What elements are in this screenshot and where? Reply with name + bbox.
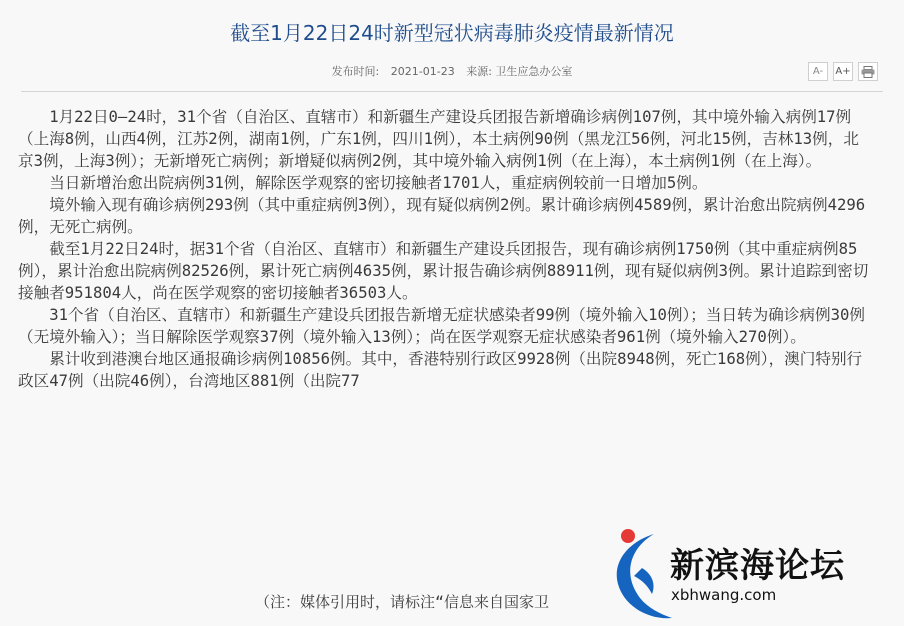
reading-toolbar <box>808 62 878 81</box>
forum-logo-icon <box>612 528 676 624</box>
font-increase-button[interactable]: A+ <box>833 62 853 81</box>
print-button[interactable] <box>858 62 878 81</box>
article-meta <box>0 63 904 79</box>
paragraph: 当日新增治愈出院病例31例，解除医学观察的密切接触者1701人，重症病例较前一日增加5例。 <box>49 174 708 192</box>
watermark-name: 新滨海论坛 <box>670 546 845 586</box>
watermark-url: xbhwang.com <box>671 586 777 604</box>
publish-date: 2021-01-23 <box>390 65 455 78</box>
article-source: 来源: 卫生应急办公室 <box>466 65 573 78</box>
paragraph: 31个省（自治区、直辖市）和新疆生产建设兵团报告新增无症状感染者99例（境外输入10例）；当日转为确诊病例30例（无境外输入）；当日解除医学观察37例（境外输入13例）；尚在医学观察无症状感染者961例（境外输入270例）。 <box>18 306 865 346</box>
header-divider <box>21 91 883 92</box>
font-decrease-button[interactable]: A- <box>808 62 828 81</box>
paragraph: 截至1月22日24时，据31个省（自治区、直辖市）和新疆生产建设兵团报告，现有确诊病例1750例（其中重症病例85例），累计治愈出院病例82526例，累计死亡病例4635例，累计报告确诊病例88911例，现有疑似病例3例。累计追踪到密切接触者951804人，尚在医学观察的密切接触者36503人。 <box>18 240 869 302</box>
publish-label: 发布时间: <box>331 65 380 78</box>
paragraph: 1月22日0—24时，31个省（自治区、直辖市）和新疆生产建设兵团报告新增确诊病例107例，其中境外输入病例17例（上海8例，山西4例，江苏2例，湖南1例，广东1例，四川1例），本土病例90例（黑龙江56例，河北15例，吉林13例，北京3例，上海3例）；无新增死亡病例；新增疑似病例2例，其中境外输入病例1例（在上海），本土病例1例（在上海）。 <box>18 108 859 170</box>
article-title: 截至1月22日24时新型冠状病毒肺炎疫情最新情况 <box>230 21 674 45</box>
paragraph: 累计收到港澳台地区通报确诊病例10856例。其中，香港特别行政区9928例（出院8948例，死亡168例），澳门特别行政区47例（出院46例），台湾地区881例（出院77 <box>18 350 863 390</box>
article-body <box>18 106 870 392</box>
paragraph: 境外输入现有确诊病例293例（其中重症病例3例），现有疑似病例2例。累计确诊病例4589例，累计治愈出院病例4296例，无死亡病例。 <box>18 196 866 236</box>
media-note: （注：媒体引用时，请标注“信息来自国家卫 <box>255 593 550 611</box>
printer-icon <box>861 66 875 78</box>
watermark <box>612 528 902 626</box>
